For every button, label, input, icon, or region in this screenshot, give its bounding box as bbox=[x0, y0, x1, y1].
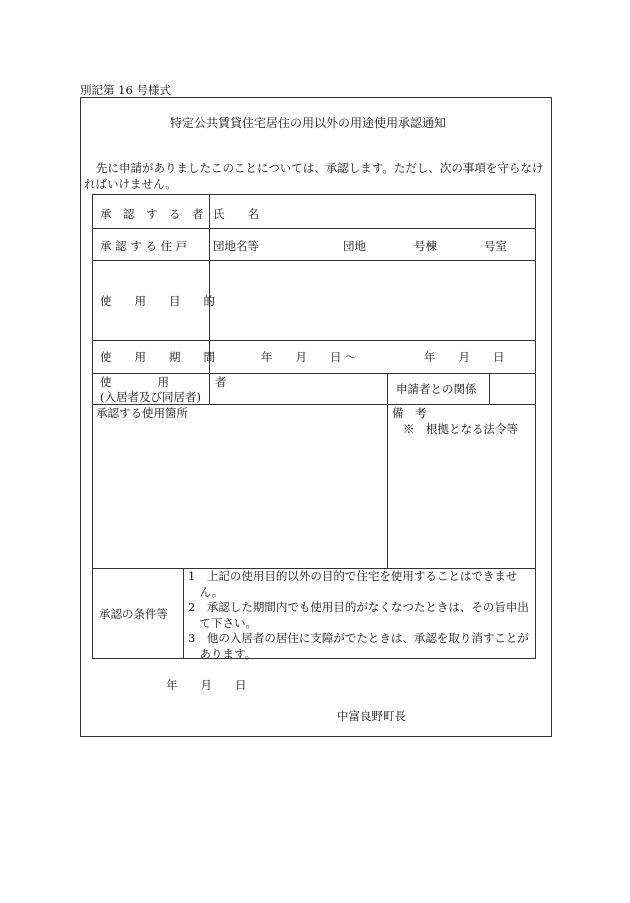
user-label: 使 用 者 bbox=[100, 375, 227, 389]
period-start: 年 月 日 〜 bbox=[261, 350, 357, 364]
col-divider bbox=[183, 568, 184, 659]
name-label: 氏 名 bbox=[213, 207, 259, 221]
relation-label: 申請者との関係 bbox=[396, 382, 477, 396]
remarks-note: ※ 根拠となる法令等 bbox=[403, 422, 518, 436]
name-field[interactable] bbox=[300, 198, 530, 224]
col-divider bbox=[489, 373, 490, 404]
intro-line-1: 先に申請がありましたこのことについては、承認します。ただし、次の事項を守らなけ bbox=[96, 161, 544, 175]
condition-line: て下さい。 bbox=[188, 615, 257, 630]
condition-line: 1 上記の使用目的以外の目的で住宅を使用することはできませ bbox=[188, 569, 518, 583]
col-divider bbox=[387, 373, 388, 568]
purpose-label: 使 用 目 的 bbox=[100, 294, 215, 308]
condition-line: あります。 bbox=[188, 646, 257, 661]
remarks-label: 備 考 bbox=[392, 406, 427, 420]
building-label: 号棟 bbox=[414, 239, 437, 253]
residence-label: 承 認 す る 住 戸 bbox=[100, 239, 188, 253]
complex-label: 団地 bbox=[343, 239, 366, 253]
row-divider bbox=[93, 340, 536, 341]
conditions-list bbox=[188, 569, 529, 662]
row-divider bbox=[93, 228, 536, 229]
form-number: 別記第 16 号様式 bbox=[80, 83, 171, 97]
condition-line: 2 承認した期間内でも使用目的がなくなつたときは、その旨申出 bbox=[188, 600, 529, 614]
user-field[interactable] bbox=[212, 375, 382, 402]
condition-line: ん。 bbox=[188, 584, 224, 599]
condition-line: 3 他の入居者の居住に支障がでたときは、承認を取り消すことが bbox=[188, 631, 529, 645]
approver-label: 承 認 す る 者 bbox=[100, 207, 204, 221]
conditions-label: 承認の条件等 bbox=[99, 607, 168, 621]
intro-line-2: ればいけません。 bbox=[84, 177, 177, 191]
issue-date: 年 月 日 bbox=[166, 678, 247, 692]
period-end: 年 月 日 bbox=[424, 350, 505, 364]
location-label: 承認する使用箇所 bbox=[96, 406, 188, 420]
row-divider bbox=[93, 260, 536, 261]
purpose-field[interactable] bbox=[212, 263, 532, 335]
issuer-name: 中富良野町長 bbox=[337, 709, 406, 723]
period-label: 使 用 期 間 bbox=[100, 350, 215, 364]
complex-name-label: 団地名等 bbox=[213, 239, 259, 253]
room-label: 号室 bbox=[484, 239, 507, 253]
relation-field[interactable] bbox=[491, 375, 533, 402]
form-title: 特定公共賃貸住宅居住の用以外の用途使用承認通知 bbox=[170, 116, 447, 130]
user-label-sub: (入居者及び同居者) bbox=[100, 390, 201, 404]
